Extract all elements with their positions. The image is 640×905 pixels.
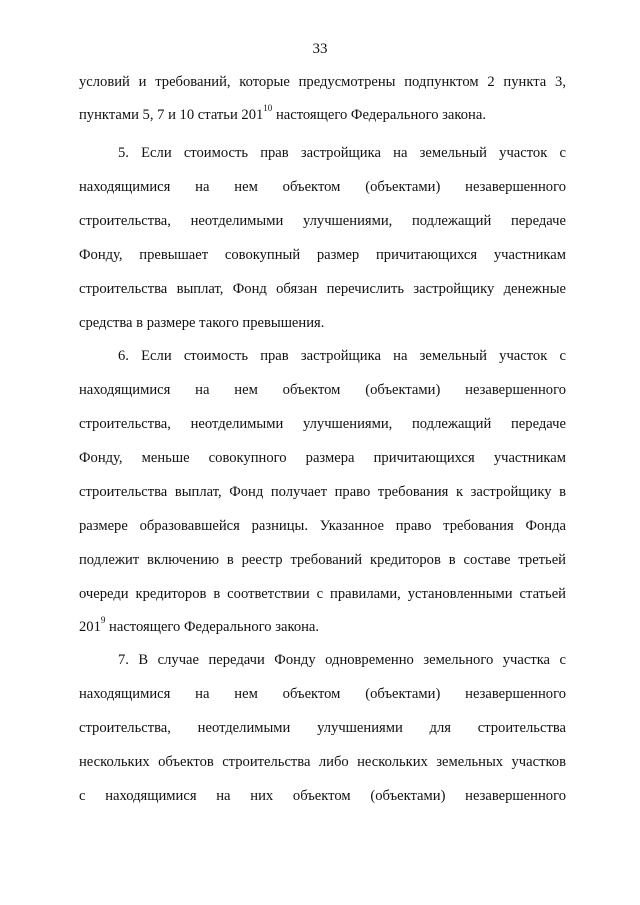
text-line: строительства выплат, Фонд получает право требования к застройщику в	[79, 484, 566, 500]
text-line: находящимися на нем объектом (объектами) незавершенного	[79, 686, 566, 702]
text-line: подлежит включению в реестр требований кредиторов в составе третьей	[79, 552, 566, 568]
text-line: размере образовавшейся разницы. Указанное право требования Фонда	[79, 518, 566, 534]
text-line: строительства, неотделимыми улучшениями для строительства	[79, 720, 566, 736]
page-number: 33	[312, 41, 328, 57]
text-line: нескольких объектов строительства либо нескольких земельных участков	[79, 754, 566, 770]
paragraph-7-first-line: 7. В случае передачи Фонду одновременно земельного участка с	[118, 652, 566, 668]
text-line	[79, 105, 566, 125]
text-line: Фонду, меньше совокупного размера причитающихся участникам	[79, 450, 566, 466]
text-fragment: настоящего Федерального закона.	[105, 619, 320, 635]
text-line: очереди кредиторов в соответствии с правилами, установленными статьей	[79, 586, 566, 602]
text-fragment: настоящего Федерального закона.	[272, 107, 486, 123]
superscript: 9	[100, 615, 106, 626]
paragraph-5-first-line: 5. Если стоимость прав застройщика на земельный участок с	[118, 145, 566, 161]
text-line: с находящимися на них объектом (объектами) незавершенного	[79, 788, 566, 804]
text-line: строительства, неотделимыми улучшениями, подлежащий передаче	[79, 416, 566, 432]
superscript: 10	[263, 103, 273, 114]
text-line: средства в размере такого превышения.	[79, 315, 325, 331]
paragraph-6-first-line: 6. Если стоимость прав застройщика на земельный участок с	[118, 348, 566, 364]
text-line	[79, 617, 566, 637]
text-line: находящимися на нем объектом (объектами) незавершенного	[79, 382, 566, 398]
text-line: строительства выплат, Фонд обязан перечислить застройщику денежные	[79, 281, 566, 297]
text-line: Фонду, превышает совокупный размер причитающихся участникам	[79, 247, 566, 263]
text-line: условий и требований, которые предусмотрены подпунктом 2 пункта 3,	[79, 74, 566, 90]
text-fragment: пунктами 5, 7 и 10 статьи 201	[79, 107, 264, 123]
text-fragment: 201	[79, 619, 101, 635]
text-line: строительства, неотделимыми улучшениями, подлежащий передаче	[79, 213, 566, 229]
text-line: находящимися на нем объектом (объектами) незавершенного	[79, 179, 566, 195]
